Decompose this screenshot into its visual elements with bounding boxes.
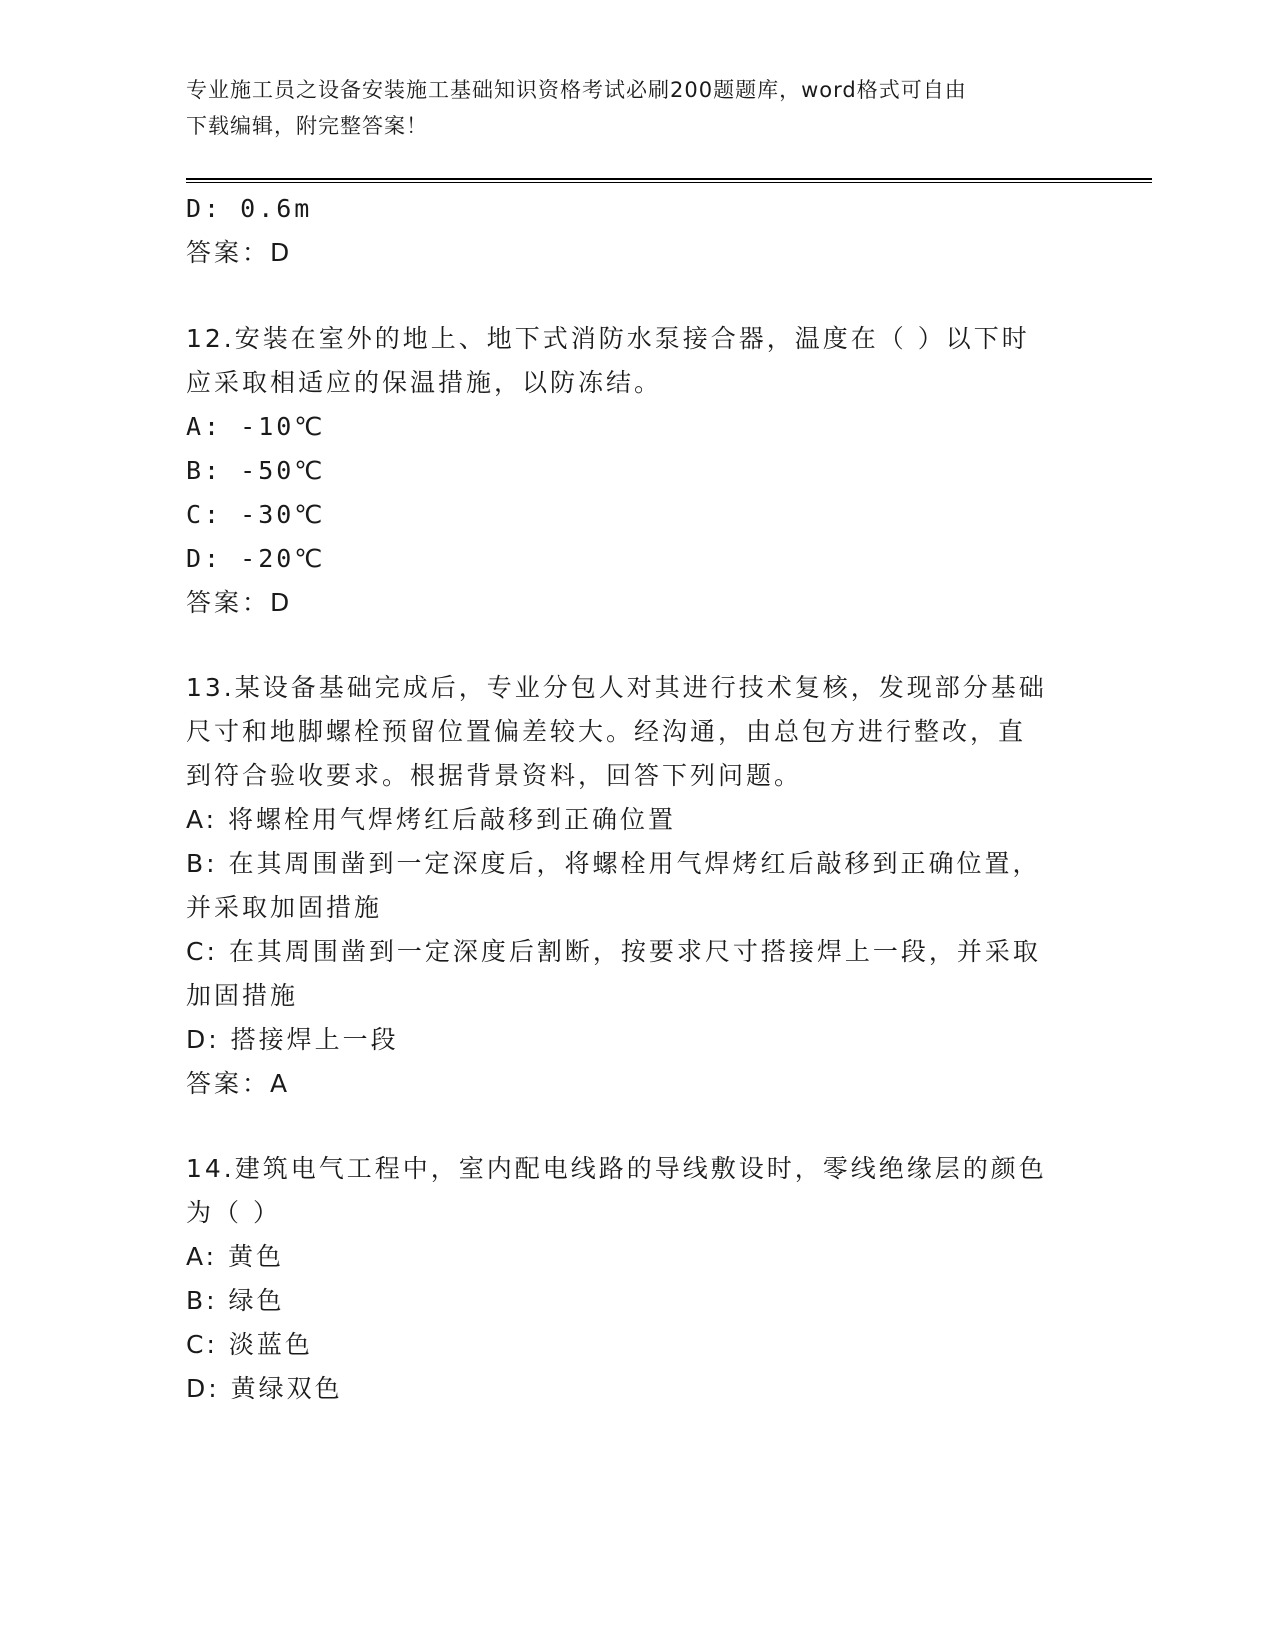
q14-option-d: D: 黄绿双色 [186,1374,343,1403]
q13-stem-line-2: 尺寸和地脚螺栓预留位置偏差较大。经沟通，由总包方进行整改，直 [186,717,1027,746]
q14-option-c: C: 淡蓝色 [186,1330,313,1359]
q14-option-a: A: 黄色 [186,1242,285,1271]
q14-stem-line-2: 为（ ） [186,1198,281,1227]
q12-option-d: D: -20℃ [186,544,326,573]
header-title-line-1: 专业施工员之设备安装施工基础知识资格考试必刷200题题库，word格式可自由 [186,78,967,102]
q14-option-b: B: 绿色 [186,1286,285,1315]
q13-option-d: D: 搭接焊上一段 [186,1025,399,1054]
q13-stem-line-1: 13.某设备基础完成后，专业分包人对其进行技术复核，发现部分基础 [186,673,1047,702]
q13-option-a: A: 将螺栓用气焊烤红后敲移到正确位置 [186,805,677,834]
q12-stem-line-2: 应采取相适应的保温措施，以防冻结。 [186,368,663,397]
q12-option-c: C: -30℃ [186,500,326,529]
prev-question-answer: 答案：D [186,238,293,267]
document-header [186,72,1066,144]
q12-option-b: B: -50℃ [186,456,326,485]
q14-stem-line-1: 14.建筑电气工程中，室内配电线路的导线敷设时，零线绝缘层的颜色 [186,1154,1047,1183]
q13-answer: 答案：A [186,1069,291,1098]
q13-option-b-line-1: B: 在其周围凿到一定深度后，将螺栓用气焊烤红后敲移到正确位置， [186,849,1041,878]
header-title-line-2: 下载编辑，附完整答案！ [186,114,428,138]
header-divider-thick [186,178,1152,180]
q12-stem-line-1: 12.安装在室外的地上、地下式消防水泵接合器，温度在（ ）以下时 [186,324,1030,353]
q13-option-b-line-2: 并采取加固措施 [186,893,383,922]
q13-stem-line-3: 到符合验收要求。根据背景资料，回答下列问题。 [186,761,803,790]
prev-question-option-d: D: 0.6m [186,194,313,223]
q12-answer: 答案：D [186,588,293,617]
q13-option-c-line-1: C: 在其周围凿到一定深度后割断，按要求尺寸搭接焊上一段，并采取 [186,937,1041,966]
q13-option-c-line-2: 加固措施 [186,981,299,1010]
q12-option-a: A: -10℃ [186,412,326,441]
header-divider-thin [186,182,1152,183]
